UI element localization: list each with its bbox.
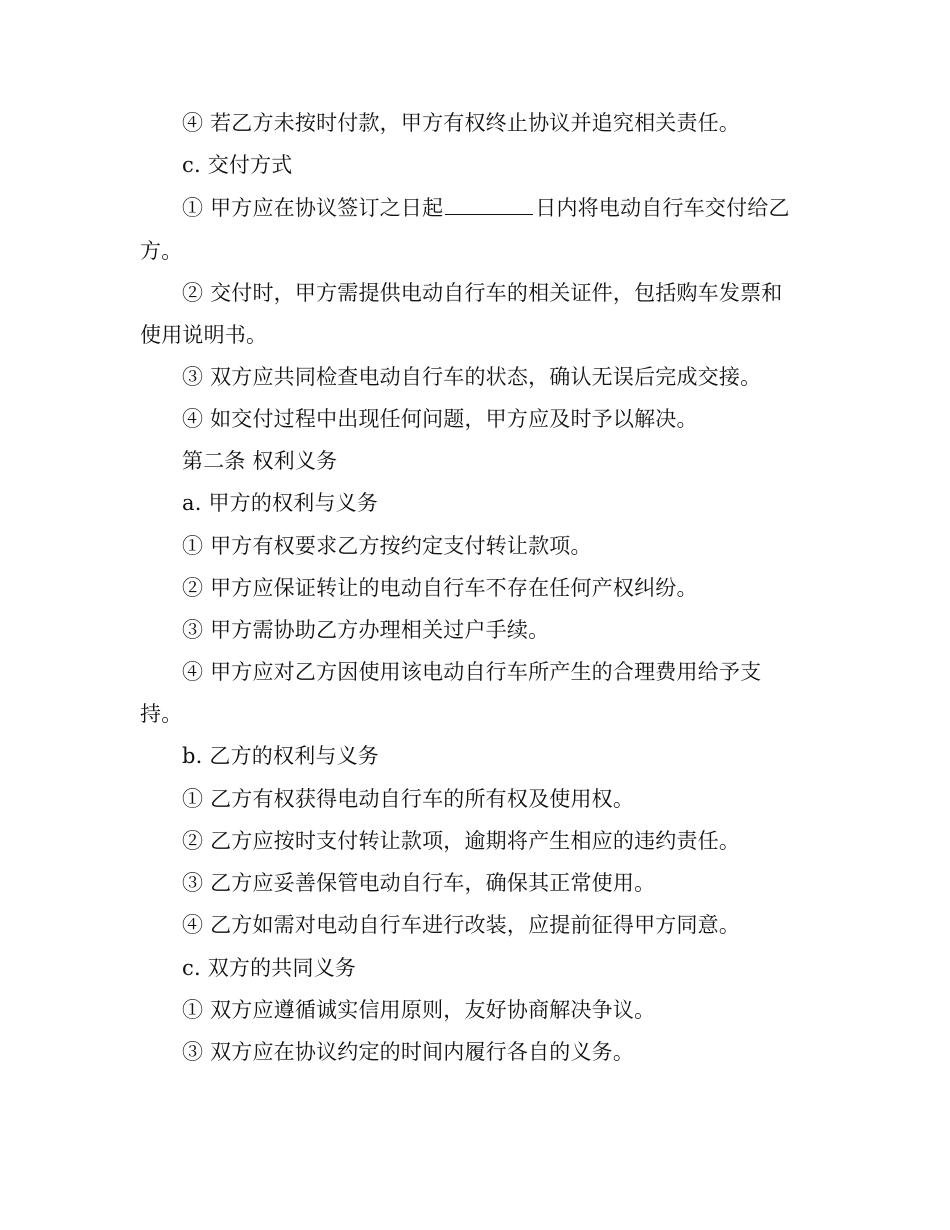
paragraph-line: ③ 甲方需协助乙方办理相关过户手续。 xyxy=(182,618,550,642)
paragraph-line: ① 乙方有权获得电动自行车的所有权及使用权。 xyxy=(182,787,635,811)
paragraph-line: ④ 若乙方未按时付款，甲方有权终止协议并追究相关责任。 xyxy=(182,111,741,135)
paragraph-line: ③ 乙方应妥善保管电动自行车，确保其正常使用。 xyxy=(182,871,656,895)
section-heading: c. 交付方式 xyxy=(182,153,293,177)
article-heading: 第二条 权利义务 xyxy=(182,449,338,473)
paragraph-line: ② 甲方应保证转让的电动自行车不存在任何产权纠纷。 xyxy=(182,576,698,600)
paragraph-line: ① 双方应遵循诚实信用原则，友好协商解决争议。 xyxy=(182,998,656,1022)
paragraph-line: ② 乙方应按时支付转让款项，逾期将产生相应的违约责任。 xyxy=(182,829,741,853)
paragraph-line: ④ 如交付过程中出现任何问题，甲方应及时予以解决。 xyxy=(182,407,698,431)
paragraph-line: ④ 乙方如需对电动自行车进行改装，应提前征得甲方同意。 xyxy=(182,913,741,937)
paragraph-line: ④ 甲方应对乙方因使用该电动自行车所产生的合理费用给予支 xyxy=(182,660,762,684)
paragraph-continuation: 使用说明书。 xyxy=(140,323,268,347)
paragraph-continuation: 持。 xyxy=(140,702,183,726)
paragraph-line: ③ 双方应在协议约定的时间内履行各自的义务。 xyxy=(182,1040,635,1064)
paragraph-line: ① 甲方有权要求乙方按约定支付转让款项。 xyxy=(182,534,592,558)
paragraph-line xyxy=(182,193,822,223)
paragraph-continuation: 方。 xyxy=(140,239,183,263)
section-heading: c. 双方的共同义务 xyxy=(182,956,357,980)
section-heading: a. 甲方的权利与义务 xyxy=(182,491,379,515)
section-heading: b. 乙方的权利与义务 xyxy=(182,744,379,768)
fill-in-blank xyxy=(445,196,533,215)
paragraph-line: ② 交付时，甲方需提供电动自行车的相关证件，包括购车发票和 xyxy=(182,281,783,305)
paragraph-text: ① 甲方应在协议签订之日起 xyxy=(182,196,444,220)
paragraph-text: 日内将电动自行车交付给乙 xyxy=(535,196,790,220)
paragraph-line: ③ 双方应共同检查电动自行车的状态，确认无误后完成交接。 xyxy=(182,365,762,389)
